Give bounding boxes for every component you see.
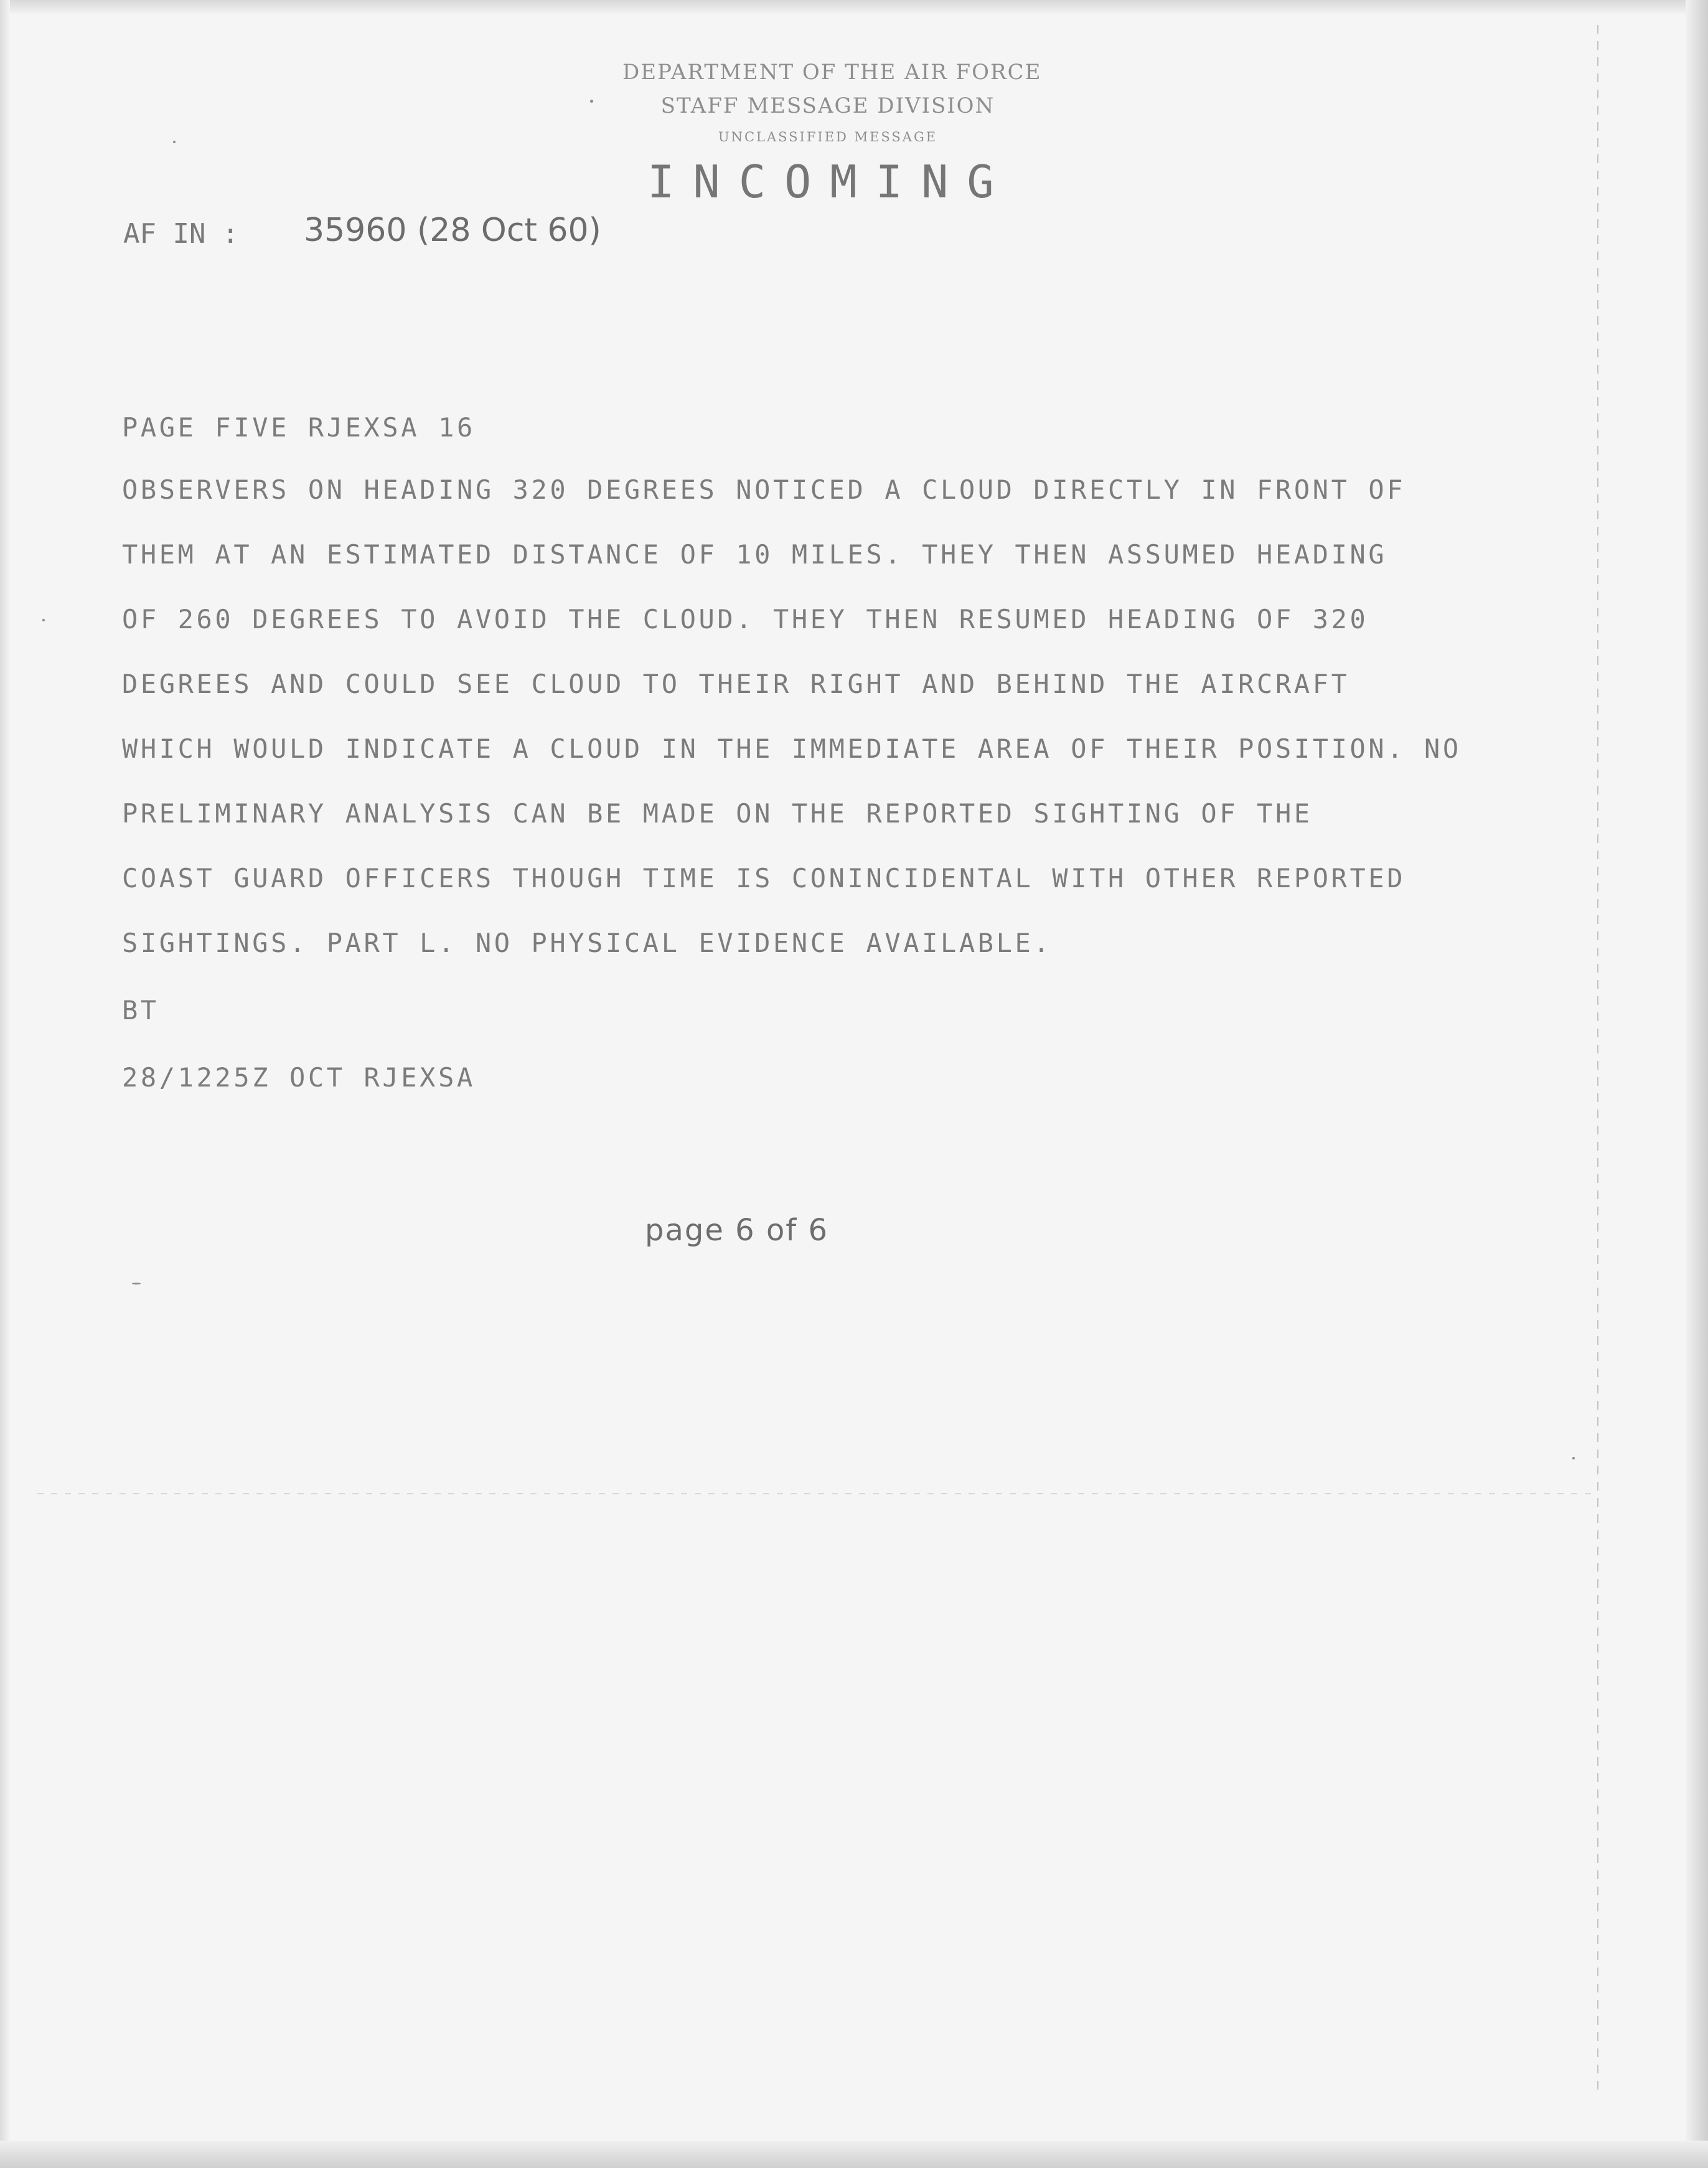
stamp-department: DEPARTMENT OF THE AIR FORCE [622,60,1042,85]
stamp-classification: UNCLASSIFIED MESSAGE [718,130,938,144]
page-header-line: PAGE FIVE RJEXSA 16 [122,412,476,443]
margin-rule [1597,25,1598,2092]
scan-speck [590,100,593,103]
body-line: COAST GUARD OFFICERS THOUGH TIME IS CONINCIDENTAL WITH OTHER REPORTED [122,863,1406,893]
message-id-value: 35960 (28 Oct 60) [304,212,601,249]
scan-edge-left [0,0,10,2168]
stamp-division: STAFF MESSAGE DIVISION [660,93,995,118]
scan-speck [173,141,176,143]
body-line: OF 260 DEGREES TO AVOID THE CLOUD. THEY THEN RESUMED HEADING OF 320 [122,604,1369,634]
body-line: WHICH WOULD INDICATE A CLOUD IN THE IMMEDIATE AREA OF THEIR POSITION. NO [122,733,1462,764]
scan-speck [132,1283,141,1284]
body-line: THEM AT AN ESTIMATED DISTANCE OF 10 MILES. THEY THEN ASSUMED HEADING [122,539,1387,570]
scan-edge-top [0,0,1708,14]
stamp-incoming: INCOMING [647,156,1013,208]
scan-edge-right [1686,0,1708,2168]
fold-line [37,1493,1593,1494]
message-id-label: AF IN : [123,218,239,250]
body-line: DEGREES AND COULD SEE CLOUD TO THEIR RIGHT AND BEHIND THE AIRCRAFT [122,669,1350,699]
body-line: OBSERVERS ON HEADING 320 DEGREES NOTICED A CLOUD DIRECTLY IN FRONT OF [122,474,1406,505]
date-time-group: 28/1225Z OCT RJEXSA [122,1062,476,1093]
scan-edge-bottom [0,2141,1708,2168]
break-marker: BT [122,995,159,1025]
page-count: page 6 of 6 [645,1213,828,1248]
scan-speck [42,619,45,621]
body-line: SIGHTINGS. PART L. NO PHYSICAL EVIDENCE AVAILABLE. [122,928,1053,958]
body-line: PRELIMINARY ANALYSIS CAN BE MADE ON THE REPORTED SIGHTING OF THE [122,798,1313,829]
scan-speck [1572,1457,1575,1459]
